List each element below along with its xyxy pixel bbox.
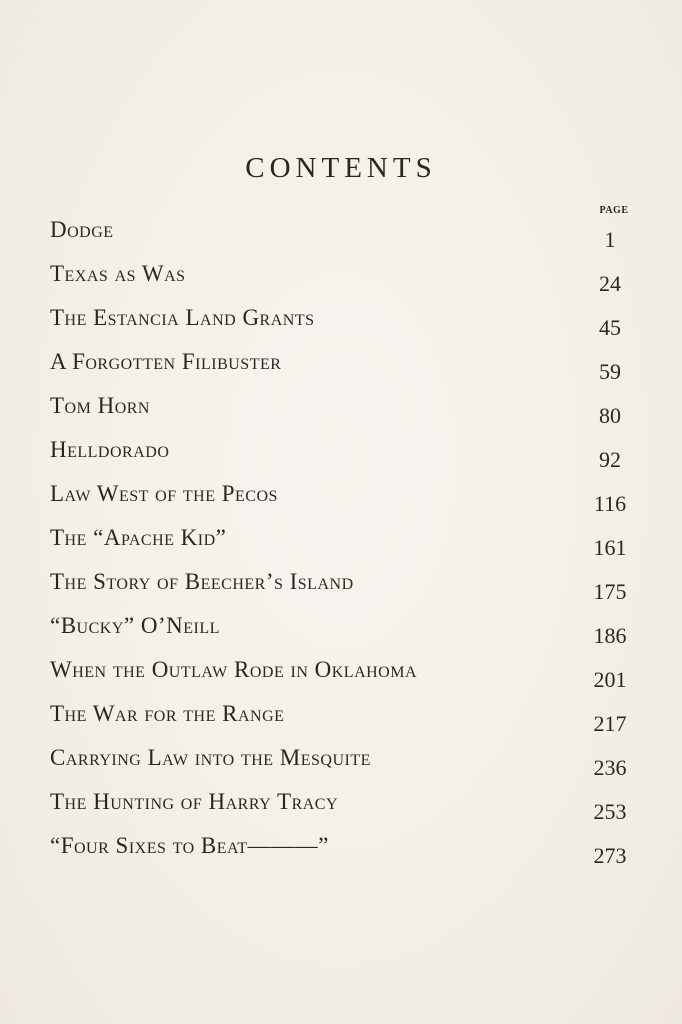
entry-title: The Story of Beecher’s Island — [50, 569, 354, 594]
contents-entry — [50, 393, 640, 437]
entry-page-number: 201 — [593, 667, 627, 692]
entry-page-number: 175 — [593, 579, 627, 604]
contents-entry — [50, 569, 640, 613]
contents-entry — [50, 217, 640, 261]
entry-page-number: 24 — [599, 271, 621, 296]
entry-title: “Four Sixes to Beat———” — [50, 833, 329, 858]
entry-title: The Hunting of Harry Tracy — [50, 789, 339, 814]
contents-entry — [50, 349, 640, 393]
contents-entry — [50, 261, 640, 305]
entry-page-number: 273 — [593, 843, 627, 868]
entry-page-number: 253 — [593, 799, 627, 824]
entry-title: The War for the Range — [50, 701, 285, 726]
entry-page-number: 1 — [604, 227, 616, 252]
entry-page-number: 217 — [593, 711, 627, 736]
entry-title: Helldorado — [50, 437, 170, 462]
entry-title: “Bucky” O’Neill — [50, 613, 220, 638]
entry-page-number: 45 — [599, 315, 621, 340]
entry-page-number: 59 — [599, 359, 621, 384]
entry-title: The Estancia Land Grants — [50, 305, 315, 330]
entry-title: Carrying Law into the Mesquite — [50, 745, 371, 770]
contents-entry — [50, 481, 640, 525]
entry-title: Law West of the Pecos — [50, 481, 278, 506]
contents-entry — [50, 833, 640, 877]
contents-entry — [50, 657, 640, 701]
entry-page-number: 80 — [599, 403, 621, 428]
contents-entry — [50, 305, 640, 349]
entry-page-number: 236 — [593, 755, 627, 780]
entry-title: The “Apache Kid” — [50, 525, 227, 550]
entry-title: When the Outlaw Rode in Oklahoma — [50, 657, 418, 682]
contents-entry — [50, 701, 640, 745]
contents-entry — [50, 525, 640, 569]
entry-page-number: 116 — [593, 491, 627, 516]
entry-title: Dodge — [50, 217, 114, 242]
page-column-label: PAGE — [599, 205, 629, 216]
contents-entry — [50, 437, 640, 481]
entry-page-number: 161 — [593, 535, 627, 560]
contents-entry — [50, 745, 640, 789]
entry-title: Texas as Was — [50, 261, 186, 286]
entry-title: Tom Horn — [50, 393, 150, 418]
contents-heading: CONTENTS — [245, 152, 437, 184]
contents-entry — [50, 613, 640, 657]
entry-page-number: 92 — [599, 447, 621, 472]
entry-page-number: 186 — [593, 623, 627, 648]
entry-title: A Forgotten Filibuster — [50, 349, 282, 374]
contents-entry — [50, 789, 640, 833]
